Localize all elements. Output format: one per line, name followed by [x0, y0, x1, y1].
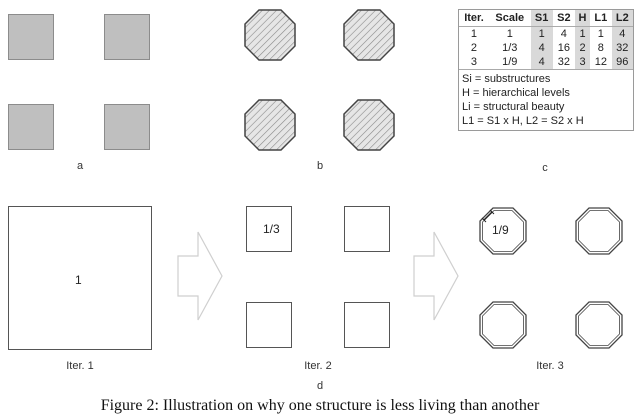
- gray-square: [8, 104, 54, 150]
- arrow-right-icon: [412, 228, 460, 324]
- hatched-octagon: [243, 8, 297, 62]
- table-notes: [459, 69, 633, 130]
- table-cell: 1/3: [502, 42, 518, 54]
- table-cell: 12: [594, 56, 607, 68]
- iter2-square: [344, 206, 390, 252]
- iter1-scale-label: 1: [75, 273, 82, 287]
- note-line: H = hierarchical levels: [462, 87, 570, 99]
- gray-square: [8, 14, 54, 60]
- header-s1: S1: [531, 10, 553, 27]
- table-cell: 2: [575, 41, 590, 55]
- table-cell: 1: [597, 28, 604, 40]
- table-header-row: [459, 10, 633, 27]
- header-l2: L2: [612, 10, 633, 27]
- table-row: [459, 55, 633, 69]
- table-cell: 2: [470, 42, 478, 54]
- iter3-scale-label: 1/9: [492, 223, 509, 237]
- iter3-label: Iter. 3: [536, 360, 564, 372]
- structure-table: [458, 9, 634, 131]
- iter2-square: [344, 302, 390, 348]
- hatched-octagon: [243, 98, 297, 152]
- iter3-octagon: [478, 300, 528, 350]
- table-row: [459, 27, 633, 42]
- table-cell: 3: [575, 55, 590, 69]
- table-cell: 1: [531, 27, 553, 42]
- iter3-octagon: [574, 206, 624, 256]
- header-scale: Scale: [489, 10, 531, 27]
- table-cell: 16: [557, 42, 570, 54]
- header-l1: L1: [590, 10, 611, 27]
- figure-caption: Figure 2: Illustration on why one structure is less living than another: [100, 397, 540, 414]
- hatched-octagon: [342, 98, 396, 152]
- iter3-octagon: [574, 300, 624, 350]
- hatched-octagon: [342, 8, 396, 62]
- table-cell: 1: [506, 28, 513, 40]
- table-row: [459, 41, 633, 55]
- iter2-label: Iter. 2: [304, 360, 332, 372]
- note-line: Si = substructures: [462, 73, 551, 85]
- arrow-right-icon: [176, 228, 224, 324]
- iter1-label: Iter. 1: [66, 360, 94, 372]
- table-cell: 4: [531, 55, 553, 69]
- table-cell: 96: [612, 55, 633, 69]
- iter2-square: [246, 302, 292, 348]
- table-cell: 1: [575, 27, 590, 42]
- panel-b-label: b: [316, 160, 324, 172]
- table-cell: 8: [597, 42, 604, 54]
- header-iter: Iter.: [459, 10, 489, 27]
- gray-square: [104, 14, 150, 60]
- table-cell: 4: [560, 28, 567, 40]
- note-line: L1 = S1 x H, L2 = S2 x H: [462, 115, 584, 127]
- table-cell: 1: [470, 28, 478, 40]
- table-cell: 1/9: [502, 56, 518, 68]
- header-s2: S2: [553, 10, 575, 27]
- header-h: H: [575, 10, 590, 27]
- iter2-scale-label: 1/3: [263, 222, 280, 236]
- table-cell: 32: [612, 41, 633, 55]
- gray-square: [104, 104, 150, 150]
- table-cell: 4: [612, 27, 633, 42]
- panel-a-label: a: [76, 160, 84, 172]
- panel-d-label: d: [316, 380, 324, 392]
- table-cell: 32: [557, 56, 570, 68]
- panel-c-label: c: [542, 162, 548, 174]
- table-cell: 3: [470, 56, 478, 68]
- table-cell: 4: [531, 41, 553, 55]
- note-line: Li = structural beauty: [462, 101, 565, 113]
